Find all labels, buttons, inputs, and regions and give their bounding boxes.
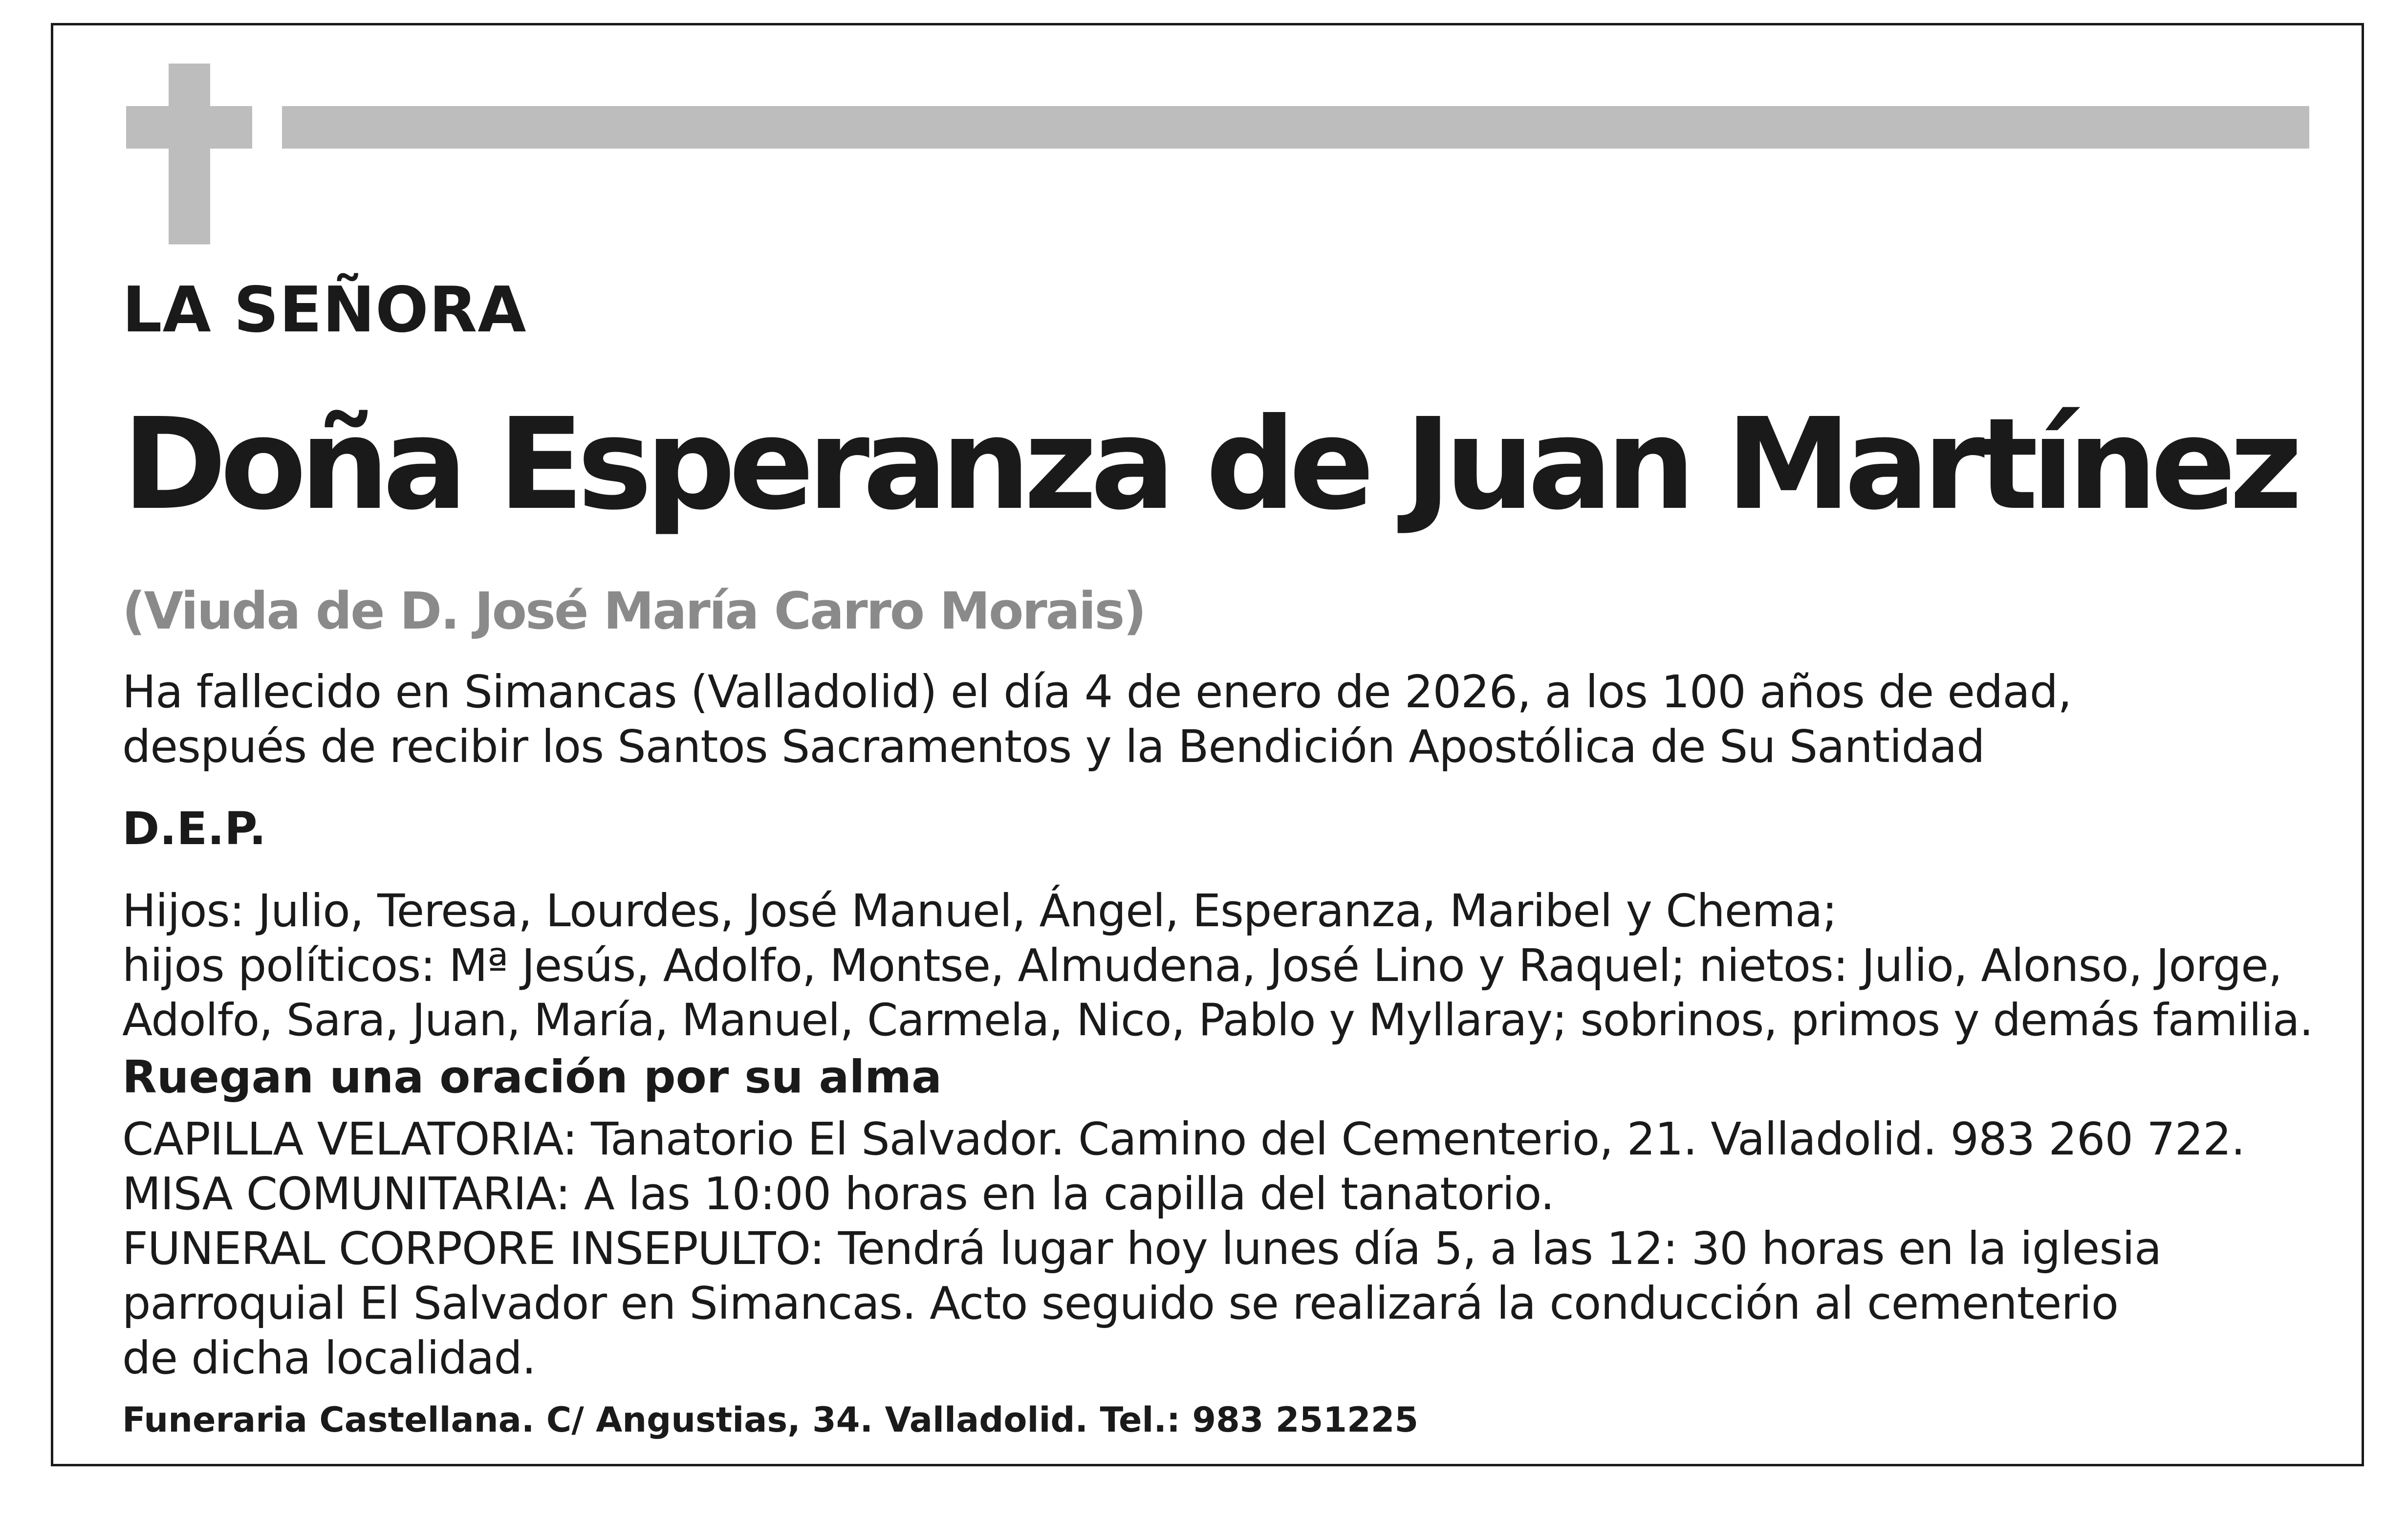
dep-label: D.E.P.	[122, 803, 266, 855]
service-line: parroquial El Salvador en Simancas. Acto seguido se realizará la conducción al cementerio	[122, 1277, 2119, 1329]
service-line: MISA COMUNITARIA: A las 10:00 horas en la capilla del tanatorio.	[122, 1168, 1554, 1220]
death-line: después de recibir los Santos Sacramentos y la Bendición Apostólica de Su Santidad	[122, 720, 1985, 773]
widow-of-line: (Viuda de D. José María Carro Morais)	[122, 581, 1145, 641]
prayer-request: Ruegan una oración por su alma	[122, 1051, 942, 1103]
header-rule	[282, 106, 2309, 149]
family-line: hijos políticos: Mª Jesús, Adolfo, Montse, Almudena, José Lino y Raquel; nietos: Julio, Alonso, Jorge,	[122, 939, 2282, 992]
service-line: de dicha localidad.	[122, 1332, 536, 1384]
family-line: Hijos: Julio, Teresa, Lourdes, José Manuel, Ángel, Esperanza, Maribel y Chema;	[122, 885, 1837, 937]
cross-icon-arm	[126, 106, 252, 149]
service-line: CAPILLA VELATORIA: Tanatorio El Salvador. Camino del Cementerio, 21. Valladolid. 983 260 722.	[122, 1113, 2245, 1165]
funeral-home-footer: Funeraria Castellana. C/ Angustias, 34. Valladolid. Tel.: 983 251225	[122, 1400, 1419, 1440]
family-line: Adolfo, Sara, Juan, María, Manuel, Carmela, Nico, Pablo y Myllaray; sobrinos, primos y demás familia.	[122, 995, 2313, 1046]
deceased-name: Doña Esperanza de Juan Martínez	[122, 391, 2296, 538]
service-line: FUNERAL CORPORE INSEPULTO: Tendrá lugar hoy lunes día 5, a las 12: 30 horas en la iglesia	[122, 1222, 2162, 1275]
cross-icon	[169, 64, 210, 244]
death-line: Ha fallecido en Simancas (Valladolid) el día 4 de enero de 2026, a los 100 años de edad,	[122, 666, 2072, 718]
salutation: LA SEÑORA	[122, 274, 527, 347]
